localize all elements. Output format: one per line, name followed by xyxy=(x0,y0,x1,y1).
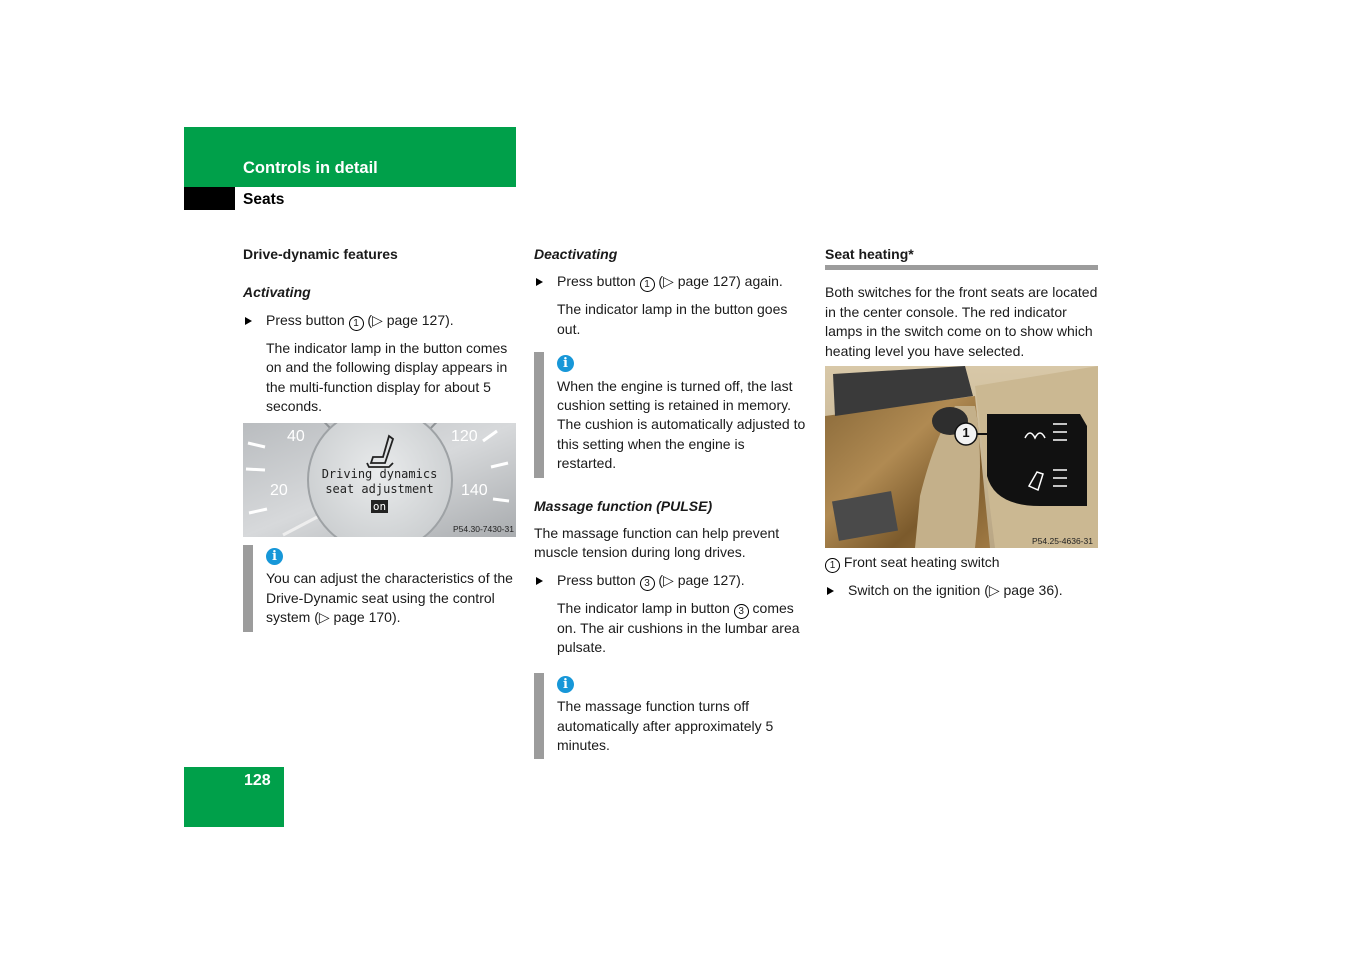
display-line-2: seat adjustment xyxy=(325,482,434,496)
chapter-title: Controls in detail xyxy=(243,159,378,177)
callout-number-icon: 1 xyxy=(825,558,840,573)
deactivate-result: The indicator lamp in the button goes out. xyxy=(557,301,788,337)
step-activate: Press button 1 (▷ page 127). xyxy=(243,311,516,331)
section-title: Seats xyxy=(243,191,285,208)
note-drive-dynamic xyxy=(243,545,516,632)
column-1 xyxy=(243,245,516,416)
column-3-bottom xyxy=(825,553,1098,600)
heading-drive-dynamic: Drive-dynamic features xyxy=(243,246,398,262)
gauge-label-140: 140 xyxy=(461,482,488,499)
note-bar xyxy=(534,352,544,477)
callout-number-icon: 1 xyxy=(640,277,655,292)
bullet-triangle-icon xyxy=(536,577,543,585)
note-bar xyxy=(534,673,544,760)
section-tab-marker xyxy=(184,187,235,210)
info-icon: i xyxy=(266,548,283,565)
info-icon: i xyxy=(557,676,574,693)
subheading-activating: Activating xyxy=(243,284,311,301)
gauge-label-40: 40 xyxy=(287,428,305,445)
massage-result: The indicator lamp in button 3 comes on. The air cushions in the lumbar area pulsate. xyxy=(557,599,800,656)
gauge-label-20: 20 xyxy=(270,482,288,499)
column-2 xyxy=(534,245,806,759)
image-code: P54.25-4636-31 xyxy=(1032,536,1093,546)
subheading-massage: Massage function (PULSE) xyxy=(534,497,713,514)
column-3 xyxy=(825,245,1098,361)
step-ignition: Switch on the ignition (▷ page 36). xyxy=(825,581,1098,600)
note-text: When the engine is turned off, the last cushion setting is retained in memory. The cushion is automatically adjusted to this setting when the engine is restarted. xyxy=(557,377,806,472)
subheading-deactivating: Deactivating xyxy=(534,246,618,262)
note-text: You can adjust the characteristics of the Drive-Dynamic seat using the control system (▷ page 170). xyxy=(266,570,513,626)
note-cushion-memory xyxy=(534,352,806,477)
step-deactivate: Press button 1 (▷ page 127) again. xyxy=(534,272,806,292)
step-massage: Press button 3 (▷ page 127). xyxy=(534,571,806,591)
activate-result: The indicator lamp in the button comes on and the following display appears in the multi-function display for about 5 seconds. xyxy=(266,339,508,415)
massage-intro: The massage function can help prevent muscle tension during long drives. xyxy=(534,525,780,561)
page-number: 128 xyxy=(244,772,271,789)
gauge-label-120: 120 xyxy=(451,428,478,445)
callout-number-icon: 3 xyxy=(734,604,749,619)
bullet-triangle-icon xyxy=(245,317,252,325)
display-line-1: Driving dynamics xyxy=(321,467,438,481)
info-icon: i xyxy=(557,355,574,372)
callout-1-label: 1 xyxy=(962,425,970,440)
legend-item: 1 Front seat heating switch xyxy=(825,553,1098,573)
display-status-badge: on xyxy=(372,500,387,513)
header-band xyxy=(184,127,516,187)
heading-rule xyxy=(825,265,1098,270)
callout-number-icon: 3 xyxy=(640,576,655,591)
heading-seat-heating: Seat heating* xyxy=(825,246,914,262)
display-text xyxy=(303,467,456,514)
callout-number-icon: 1 xyxy=(349,316,364,331)
image-code: P54.30-7430-31 xyxy=(453,524,514,534)
seat-heating-intro: Both switches for the front seats are located in the center console. The red indicator lamps in the switch come on to show which heating level you have selected. xyxy=(825,284,1098,359)
note-text: The massage function turns off automatically after approximately 5 minutes. xyxy=(557,698,774,753)
instrument-display-image xyxy=(243,423,516,537)
note-massage-off xyxy=(534,673,797,760)
bullet-triangle-icon xyxy=(536,278,543,286)
center-console-graphic xyxy=(825,366,1098,548)
seat-heating-image xyxy=(825,366,1098,548)
bullet-triangle-icon xyxy=(827,587,834,595)
note-bar xyxy=(243,545,253,632)
